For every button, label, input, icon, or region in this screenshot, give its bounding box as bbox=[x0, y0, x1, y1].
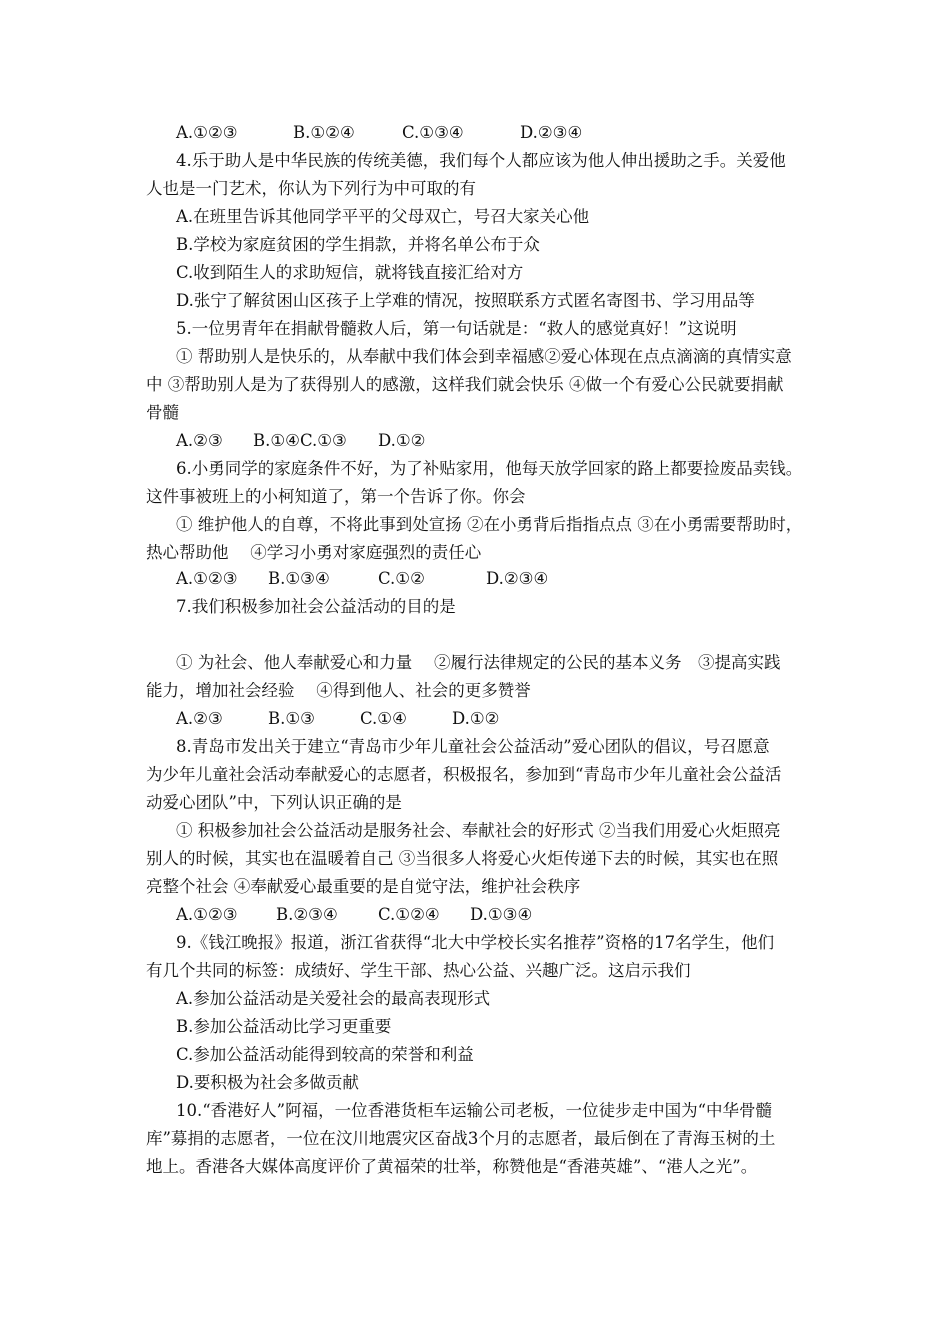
q10-stem-line2: 库”募捐的志愿者，一位在汶川地震灾区奋战3个月的志愿者，最后倒在了青海玉树的土 bbox=[146, 1129, 776, 1148]
q4-option-a: A.在班里告诉其他同学平平的父母双亡，号召大家关心他 bbox=[176, 207, 590, 226]
q8-option-c: C.①②④ bbox=[378, 905, 440, 924]
q9-stem-line2: 有几个共同的标签：成绩好、学生干部、热心公益、兴趣广泛。这启示我们 bbox=[146, 961, 691, 980]
q6-option-b: B.①③④ bbox=[268, 569, 330, 588]
q8-stem-line2: 为少年儿童社会活动奉献爱心的志愿者，积极报名，参加到“青岛市少年儿童社会公益活 bbox=[146, 765, 782, 784]
q5-items-line3: 骨髓 bbox=[146, 403, 179, 422]
q3-option-a: A.①②③ bbox=[176, 123, 238, 142]
q6-option-c: C.①② bbox=[378, 569, 425, 588]
q8-items-line2: 别人的时候，其实也在温暖着自己 ③当很多人将爱心火炬传递下去的时候，其实也在照 bbox=[146, 849, 779, 868]
q8-items-line1: ① 积极参加社会公益活动是服务社会、奉献社会的好形式 ②当我们用爱心火炬照亮 bbox=[176, 821, 781, 840]
q4-option-b: B.学校为家庭贫困的学生捐款，并将名单公布于众 bbox=[176, 235, 540, 254]
q5-stem: 5.一位男青年在捐献骨髓救人后，第一句话就是：“救人的感觉真好！”这说明 bbox=[176, 319, 737, 338]
q9-option-c: C.参加公益活动能得到较高的荣誉和利益 bbox=[176, 1045, 474, 1064]
q8-items-line3: 亮整个社会 ④奉献爱心最重要的是自觉守法，维护社会秩序 bbox=[146, 877, 581, 896]
q6-option-a: A.①②③ bbox=[176, 569, 238, 588]
q8-option-d: D.①③④ bbox=[470, 905, 533, 924]
q6-stem-line2: 这件事被班上的小柯知道了，第一个告诉了你。你会 bbox=[146, 487, 526, 506]
q3-option-c: C.①③④ bbox=[402, 123, 464, 142]
q6-option-d: D.②③④ bbox=[486, 569, 549, 588]
q5-option-a: A.②③ bbox=[176, 431, 223, 450]
q7-option-d: D.①② bbox=[452, 709, 500, 728]
q7-items-line2: 能力，增加社会经验 ④得到他人、社会的更多赞誉 bbox=[146, 681, 531, 700]
q7-items-line1: ① 为社会、他人奉献爱心和力量 ②履行法律规定的公民的基本义务 ③提高实践 bbox=[176, 653, 781, 672]
q8-stem-line1: 8.青岛市发出关于建立“青岛市少年儿童社会公益活动”爱心团队的倡议，号召愿意 bbox=[176, 737, 770, 756]
q4-option-c: C.收到陌生人的求助短信，就将钱直接汇给对方 bbox=[176, 263, 524, 282]
q4-stem-line1: 4.乐于助人是中华民族的传统美德，我们每个人都应该为他人伸出援助之手。关爱他 bbox=[176, 151, 786, 170]
q3-option-d: D.②③④ bbox=[520, 123, 583, 142]
q7-option-a: A.②③ bbox=[176, 709, 223, 728]
q8-option-a: A.①②③ bbox=[176, 905, 238, 924]
q9-option-b: B.参加公益活动比学习更重要 bbox=[176, 1017, 392, 1036]
q9-stem-line1: 9.《钱江晚报》报道，浙江省获得“北大中学校长实名推荐”资格的17名学生，他们 bbox=[176, 933, 775, 952]
q6-items-line2: 热心帮助他 ④学习小勇对家庭强烈的责任心 bbox=[146, 543, 482, 562]
q10-stem-line1: 10.“香港好人”阿福，一位香港货柜车运输公司老板，一位徒步走中国为“中华骨髓 bbox=[176, 1101, 773, 1120]
q8-stem-line3: 动爱心团队”中，下列认识正确的是 bbox=[146, 793, 402, 812]
q7-stem: 7.我们积极参加社会公益活动的目的是 bbox=[176, 597, 456, 616]
q5-items-line2: 中 ③帮助别人是为了获得别人的感激，这样我们就会快乐 ④做一个有爱心公民就要捐献 bbox=[146, 375, 784, 394]
q3-option-b: B.①②④ bbox=[293, 123, 355, 142]
q6-stem-line1: 6.小勇同学的家庭条件不好，为了补贴家用，他每天放学回家的路上都要捡废品卖钱。 bbox=[176, 459, 803, 478]
q8-option-b: B.②③④ bbox=[276, 905, 338, 924]
q4-stem-line2: 人也是一门艺术，你认为下列行为中可取的有 bbox=[146, 179, 476, 198]
q7-option-c: C.①④ bbox=[360, 709, 407, 728]
q5-option-bc: B.①④C.①③ bbox=[253, 431, 347, 450]
q9-option-a: A.参加公益活动是关爱社会的最高表现形式 bbox=[176, 989, 491, 1008]
q7-option-b: B.①③ bbox=[268, 709, 315, 728]
q5-option-d: D.①② bbox=[378, 431, 426, 450]
q6-items-line1: ① 维护他人的自尊，不将此事到处宣扬 ②在小勇背后指指点点 ③在小勇需要帮助时， bbox=[176, 515, 803, 534]
q10-stem-line3: 地上。香港各大媒体高度评价了黄福荣的壮举，称赞他是“香港英雄”、“港人之光”。 bbox=[146, 1157, 758, 1176]
q9-option-d: D.要积极为社会多做贡献 bbox=[176, 1073, 359, 1092]
q4-option-d: D.张宁了解贫困山区孩子上学难的情况，按照联系方式匿名寄图书、学习用品等 bbox=[176, 291, 755, 310]
q5-items-line1: ① 帮助别人是快乐的，从奉献中我们体会到幸福感②爱心体现在点点滴滴的真情实意 bbox=[176, 347, 792, 366]
